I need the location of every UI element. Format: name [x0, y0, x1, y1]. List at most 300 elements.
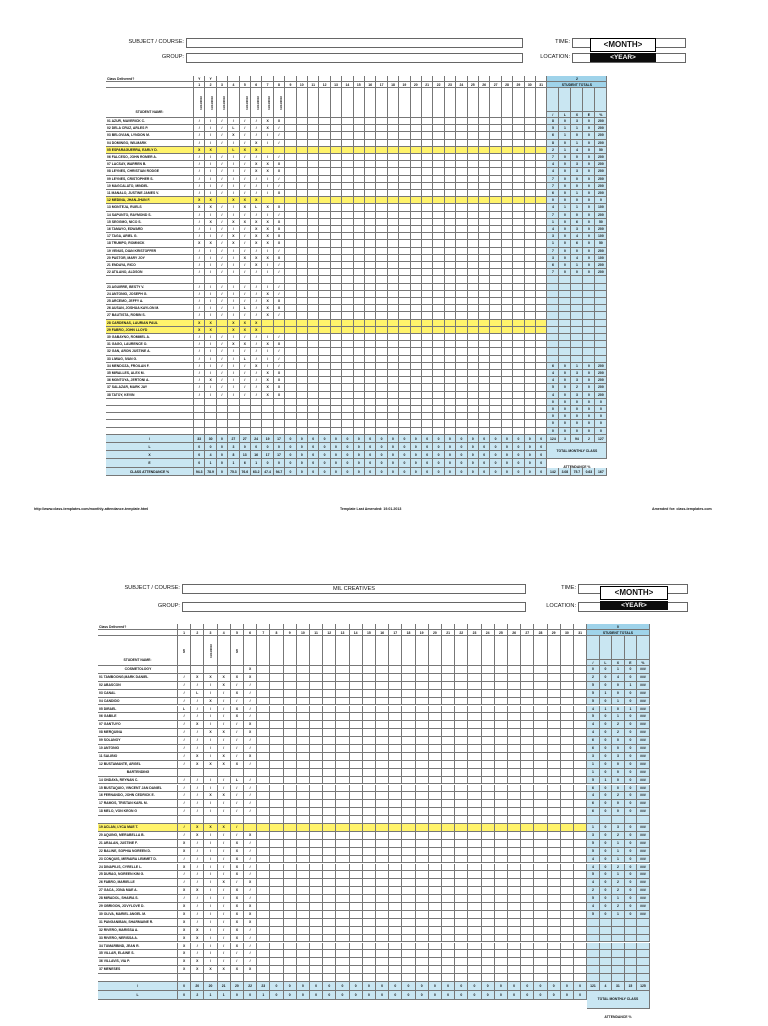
attendance-mark [284, 737, 297, 745]
attendance-mark [561, 943, 574, 951]
student-total: 3 [612, 824, 625, 832]
subject-field[interactable] [186, 38, 523, 48]
attendance-mark [336, 808, 349, 816]
attendance-mark [284, 824, 297, 832]
attendance-mark [455, 706, 468, 714]
attendance-mark [482, 871, 495, 879]
attendance-mark [433, 320, 444, 327]
attendance-mark [319, 183, 330, 190]
attendance-mark [455, 713, 468, 721]
attendance-mark [442, 753, 455, 761]
attendance-mark [270, 864, 283, 872]
attendance-mark [561, 777, 574, 785]
attendance-mark: / [262, 262, 273, 269]
attendance-mark [411, 240, 422, 247]
attendance-mark [502, 284, 513, 291]
attendance-mark [389, 706, 402, 714]
attendance-mark [342, 183, 353, 190]
summary-value: 0 [482, 982, 495, 991]
attendance-mark [363, 856, 376, 864]
student-total [559, 291, 571, 298]
attendance-mark [513, 384, 524, 391]
attendance-mark [178, 769, 191, 777]
attendance-mark [284, 690, 297, 698]
attendance-mark [376, 666, 389, 674]
attendance-mark: / [191, 871, 204, 879]
attendance-mark [354, 428, 365, 435]
attendance-mark [456, 226, 467, 233]
attendance-mark [490, 154, 501, 161]
attendance-mark [217, 413, 228, 420]
attendance-mark [323, 871, 336, 879]
student-total: 1 [571, 262, 583, 269]
attendance-mark [490, 392, 501, 399]
attendance-mark: X [274, 233, 285, 240]
student-total: ### [637, 666, 650, 674]
attendance-mark [402, 690, 415, 698]
attendance-mark [350, 706, 363, 714]
attendance-mark [422, 226, 433, 233]
attendance-mark [416, 887, 429, 895]
attendance-mark [308, 255, 319, 262]
attendance-mark [490, 298, 501, 305]
date-cell [323, 636, 336, 666]
attendance-mark [331, 363, 342, 370]
attendance-mark [468, 943, 481, 951]
attendance-mark: X [262, 219, 273, 226]
attendance-mark [350, 674, 363, 682]
attendance-mark [574, 856, 587, 864]
attendance-mark [521, 848, 534, 856]
attendance-mark [319, 212, 330, 219]
attendance-mark [411, 269, 422, 276]
attendance-mark [323, 966, 336, 974]
date-cell [354, 88, 365, 118]
student-total: 2 [547, 147, 559, 154]
attendance-mark [468, 895, 481, 903]
summary-value: 0 [513, 451, 524, 459]
student-total: 0 [559, 176, 571, 183]
delivered-cell: Y [205, 76, 216, 82]
pct-value: 0 [376, 468, 387, 476]
attendance-mark [376, 895, 389, 903]
attendance-mark [297, 284, 308, 291]
attendance-mark [548, 903, 561, 911]
totals-symbol: L [600, 660, 613, 666]
attendance-mark [468, 176, 479, 183]
student-total: 2 [587, 887, 600, 895]
attendance-mark [525, 183, 536, 190]
attendance-mark [297, 792, 310, 800]
student-total: 0 [583, 168, 595, 175]
attendance-mark [331, 334, 342, 341]
attendance-mark [331, 276, 342, 283]
student-total: 4 [587, 792, 600, 800]
attendance-mark [399, 262, 410, 269]
attendance-mark: / [262, 269, 273, 276]
attendance-mark [495, 840, 508, 848]
day-number: 28 [502, 82, 513, 88]
attendance-mark: / [251, 269, 262, 276]
summary-value: 2 [191, 991, 204, 1000]
attendance-mark [495, 769, 508, 777]
attendance-mark [262, 320, 273, 327]
attendance-mark [399, 406, 410, 413]
group-field[interactable] [186, 53, 523, 63]
student-total: 0 [547, 413, 559, 420]
summary-value: 0 [411, 443, 422, 451]
summary-value: 0 [479, 459, 490, 467]
attendance-mark [284, 864, 297, 872]
student-total [600, 935, 613, 943]
attendance-mark: / [231, 729, 244, 737]
attendance-mark: / [191, 713, 204, 721]
student-total: 3 [547, 233, 559, 240]
student-total: ### [637, 729, 650, 737]
attendance-mark [513, 168, 524, 175]
attendance-mark: / [194, 118, 205, 125]
summary-top: 2 [547, 76, 607, 82]
attendance-grid [98, 624, 664, 1024]
attendance-mark [402, 713, 415, 721]
attendance-mark [297, 399, 308, 406]
attendance-mark [388, 197, 399, 204]
attendance-mark [416, 943, 429, 951]
attendance-mark: L [240, 305, 251, 312]
attendance-mark [422, 298, 433, 305]
attendance-mark: / [240, 348, 251, 355]
attendance-mark [228, 420, 239, 427]
attendance-mark [389, 666, 402, 674]
attendance-mark [479, 219, 490, 226]
attendance-mark [376, 911, 389, 919]
attendance-mark [536, 284, 547, 291]
date-cell [297, 88, 308, 118]
day-number: 10 [297, 630, 310, 636]
attendance-mark [525, 377, 536, 384]
student-total: 200 [595, 248, 607, 255]
attendance-mark [310, 785, 323, 793]
student-total [547, 348, 559, 355]
summary-value: 0 [270, 982, 283, 991]
attendance-mark: / [274, 291, 285, 298]
attendance-mark [297, 816, 310, 824]
year-field[interactable]: <YEAR> [600, 601, 668, 610]
attendance-mark [455, 871, 468, 879]
attendance-mark [376, 183, 387, 190]
attendance-mark: / [217, 363, 228, 370]
attendance-mark: / [240, 125, 251, 132]
student-name: 09 SOLANOY [98, 737, 178, 745]
attendance-mark: / [262, 363, 273, 370]
attendance-mark [482, 927, 495, 935]
attendance-mark [310, 887, 323, 895]
attendance-mark [468, 871, 481, 879]
student-total: 1 [612, 911, 625, 919]
attendance-mark [468, 132, 479, 139]
attendance-mark [433, 125, 444, 132]
attendance-mark [376, 856, 389, 864]
attendance-mark: / [231, 824, 244, 832]
student-name: 01 AZUR, MAVERICK C. [106, 118, 194, 125]
attendance-mark [416, 737, 429, 745]
attendance-mark [536, 356, 547, 363]
student-name: 33 LIWAG, IVAN G. [106, 356, 194, 363]
student-total [612, 816, 625, 824]
attendance-mark: X [244, 903, 257, 911]
attendance-mark [534, 943, 547, 951]
student-total: 0 [600, 698, 613, 706]
attendance-mark [251, 413, 262, 420]
attendance-mark [561, 690, 574, 698]
attendance-mark [217, 197, 228, 204]
attendance-mark: / [217, 161, 228, 168]
pct-value: 0 [445, 468, 456, 476]
attendance-mark [548, 674, 561, 682]
attendance-mark [429, 785, 442, 793]
attendance-mark [561, 666, 574, 674]
student-name: 07 LACSAY, WARREN B. [106, 161, 194, 168]
summary-value: 0 [274, 459, 285, 467]
student-total: 5 [587, 848, 600, 856]
attendance-mark [490, 284, 501, 291]
attendance-mark: / [194, 219, 205, 226]
attendance-mark [284, 808, 297, 816]
student-name: 11 MANALO, JUSTINE JAMES V. [106, 190, 194, 197]
attendance-mark [422, 183, 433, 190]
attendance-mark [363, 777, 376, 785]
attendance-mark [536, 413, 547, 420]
attendance-mark: / [205, 312, 216, 319]
attendance-mark [354, 348, 365, 355]
attendance-mark [525, 392, 536, 399]
student-name: 32 GAN, ARON JUSTINE A. [106, 348, 194, 355]
attendance-mark [363, 698, 376, 706]
month-field[interactable]: <MONTH> [600, 586, 668, 600]
day-number: 18 [388, 82, 399, 88]
student-name: 19 ACLAN, LYCA MAE T. [98, 824, 178, 832]
attendance-mark [354, 320, 365, 327]
attendance-mark [442, 935, 455, 943]
attendance-mark [482, 974, 495, 982]
attendance-mark: X [178, 950, 191, 958]
attendance-mark [308, 161, 319, 168]
attendance-mark [376, 276, 387, 283]
student-total: 50 [595, 147, 607, 154]
attendance-mark [376, 154, 387, 161]
attendance-mark [257, 974, 270, 982]
student-name: 27 GACA, JONA MAE A. [98, 887, 178, 895]
summary-value: 0 [365, 451, 376, 459]
student-total: 1 [587, 824, 600, 832]
attendance-mark: / [218, 777, 231, 785]
attendance-mark [388, 262, 399, 269]
attendance-mark [257, 753, 270, 761]
attendance-mark [388, 406, 399, 413]
attendance-mark [297, 154, 308, 161]
attendance-mark [445, 248, 456, 255]
student-total: 0 [583, 399, 595, 406]
attendance-mark: / [228, 305, 239, 312]
attendance-mark [429, 974, 442, 982]
attendance-mark [495, 871, 508, 879]
summary-value: 0 [399, 459, 410, 467]
student-total: 7 [547, 154, 559, 161]
attendance-mark: / [204, 713, 217, 721]
attendance-mark [479, 377, 490, 384]
attendance-mark [445, 320, 456, 327]
attendance-mark [308, 320, 319, 327]
student-name: 04 CANDIDO [98, 698, 178, 706]
attendance-mark [297, 848, 310, 856]
attendance-mark [468, 950, 481, 958]
attendance-mark [429, 864, 442, 872]
attendance-mark [456, 176, 467, 183]
attendance-mark [354, 233, 365, 240]
student-total: 2 [612, 832, 625, 840]
attendance-mark: / [217, 291, 228, 298]
student-total: 0 [600, 761, 613, 769]
attendance-mark [257, 769, 270, 777]
student-total: 1 [612, 698, 625, 706]
attendance-mark [429, 808, 442, 816]
attendance-mark [399, 190, 410, 197]
date-cell [319, 88, 330, 118]
attendance-mark: X [262, 291, 273, 298]
attendance-mark: / [204, 919, 217, 927]
attendance-mark [502, 269, 513, 276]
attendance-mark [365, 327, 376, 334]
attendance-mark [456, 125, 467, 132]
attendance-mark: / [251, 118, 262, 125]
attendance-mark [376, 785, 389, 793]
student-total: 0 [600, 879, 613, 887]
attendance-mark [536, 406, 547, 413]
attendance-mark: / [228, 161, 239, 168]
attendance-mark: / [262, 132, 273, 139]
student-total: 0 [625, 729, 638, 737]
subject-field[interactable]: MIL CREATIVES [182, 584, 526, 594]
student-total: 7 [547, 183, 559, 190]
attendance-mark: / [178, 721, 191, 729]
attendance-mark [508, 682, 521, 690]
attendance-mark [433, 240, 444, 247]
grand-total: 3 [559, 435, 571, 443]
attendance-mark [308, 168, 319, 175]
attendance-mark [389, 919, 402, 927]
attendance-mark [297, 887, 310, 895]
student-total: 200 [595, 377, 607, 384]
attendance-mark: / [262, 356, 273, 363]
student-total: 0 [625, 871, 638, 879]
student-total: 4 [587, 856, 600, 864]
attendance-mark [388, 147, 399, 154]
attendance-mark: / [251, 348, 262, 355]
date-cell [270, 636, 283, 666]
attendance-mark [411, 341, 422, 348]
group-field[interactable] [182, 602, 526, 612]
attendance-mark: / [205, 132, 216, 139]
day-number: 19 [399, 82, 410, 88]
attendance-mark [319, 341, 330, 348]
year-field[interactable]: <YEAR> [590, 53, 656, 62]
attendance-mark [257, 879, 270, 887]
day-number: 29 [513, 82, 524, 88]
attendance-mark [411, 348, 422, 355]
attendance-mark: L [228, 125, 239, 132]
student-name: 15 BUSTAQUIO, VINCENT JAN DANIEL [98, 785, 178, 793]
attendance-mark: X [262, 384, 273, 391]
attendance-mark [456, 356, 467, 363]
attendance-mark [388, 125, 399, 132]
attendance-mark [411, 255, 422, 262]
attendance-mark [376, 958, 389, 966]
attendance-mark [495, 706, 508, 714]
attendance-mark [323, 808, 336, 816]
summary-value: 4 [205, 451, 216, 459]
attendance-mark [521, 800, 534, 808]
attendance-mark [442, 769, 455, 777]
summary-value: 0 [319, 435, 330, 443]
attendance-mark [336, 903, 349, 911]
attendance-mark [217, 320, 228, 327]
date-cell [274, 88, 285, 118]
attendance-mark [513, 327, 524, 334]
attendance-mark [482, 903, 495, 911]
attendance-mark: / [274, 140, 285, 147]
attendance-mark [297, 269, 308, 276]
attendance-mark [411, 284, 422, 291]
attendance-mark [433, 298, 444, 305]
attendance-mark [442, 824, 455, 832]
attendance-mark [376, 935, 389, 943]
attendance-mark [455, 950, 468, 958]
attendance-mark [495, 674, 508, 682]
attendance-mark [433, 276, 444, 283]
month-field[interactable]: <MONTH> [590, 38, 656, 52]
attendance-mark [323, 856, 336, 864]
attendance-mark [284, 832, 297, 840]
attendance-mark: X [205, 320, 216, 327]
attendance-mark [536, 176, 547, 183]
attendance-mark [422, 406, 433, 413]
attendance-mark: / [244, 958, 257, 966]
attendance-mark: X [231, 927, 244, 935]
attendance-mark [389, 698, 402, 706]
attendance-mark [479, 356, 490, 363]
attendance-mark [331, 413, 342, 420]
student-total: ### [637, 887, 650, 895]
student-total [547, 334, 559, 341]
attendance-mark [310, 698, 323, 706]
attendance-mark: / [217, 140, 228, 147]
student-total [587, 950, 600, 958]
attendance-mark [574, 785, 587, 793]
attendance-mark [445, 262, 456, 269]
student-total: 7 [547, 269, 559, 276]
attendance-mark [495, 864, 508, 872]
attendance-mark [257, 950, 270, 958]
attendance-mark [508, 864, 521, 872]
attendance-mark: / [274, 154, 285, 161]
attendance-mark [270, 737, 283, 745]
student-total: 3 [587, 753, 600, 761]
attendance-mark: / [244, 840, 257, 848]
attendance-mark [455, 666, 468, 674]
attendance-mark: / [204, 943, 217, 951]
attendance-mark [574, 840, 587, 848]
attendance-mark [534, 698, 547, 706]
